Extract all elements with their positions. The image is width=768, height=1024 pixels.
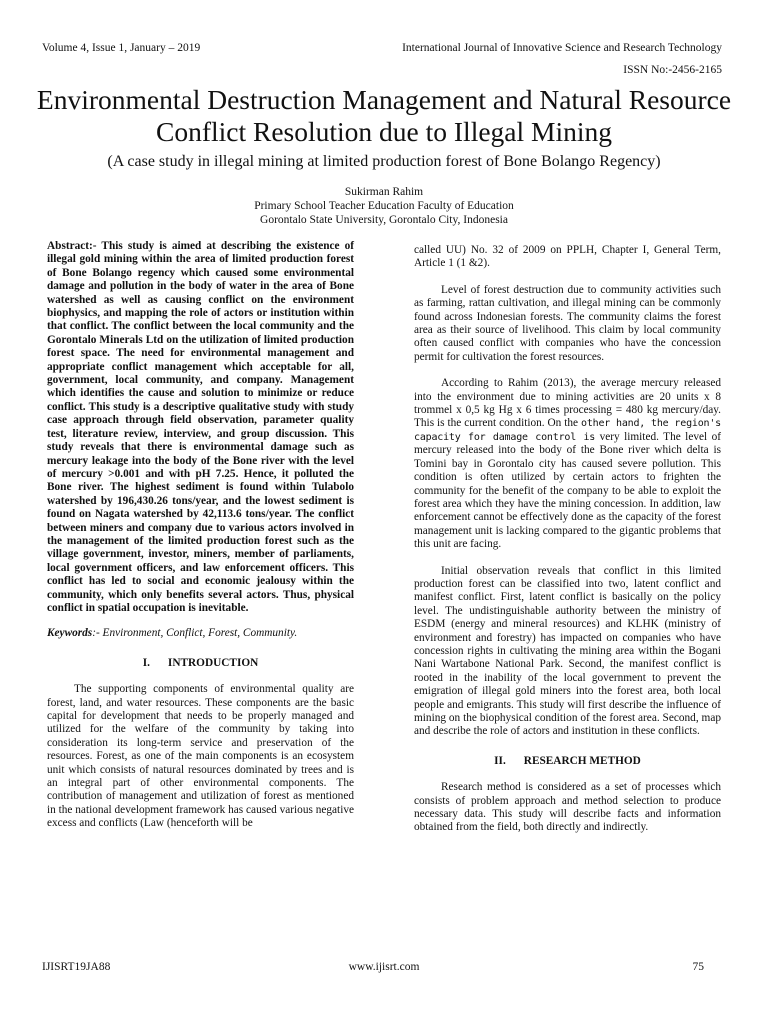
volume-info: Volume 4, Issue 1, January – 2019	[42, 42, 201, 54]
keywords-label: Keywords	[47, 627, 93, 640]
section-heading-research-method	[414, 755, 721, 768]
law-continuation: called UU) No. 32 of 2009 on PPLH, Chapter I, General Term, Article 1 (1 &2).	[414, 244, 721, 270]
keywords	[47, 627, 354, 640]
section-number: I.	[142, 656, 150, 669]
conflict-paragraph: Initial observation reveals that conflict in this limited production forest can be classified into two, latent conflict and manifest conflict. First, latent conflict is basically on the policy level. The undistinguishable authority between the ministry of ESDM (energy and mineral resources) and KLHK (ministry of environment and forestry) has impacted on companies who have concession rights in cultivating the mining area within the Bogani Nani Wartabone National Park. Second, the manifest conflict is rooted in the inability of the local government to prevent the emigration of illegal gold miners into the forest area, both local people and emigrants. This study will first describe the influence of mining on the biophysical condition of the forest area. Second, map and describe the role of actors and institution in these conflicts.	[414, 564, 721, 738]
paper-subtitle: (A case study in illegal mining at limited production forest of Bone Bolango Regency)	[107, 153, 661, 170]
footer-page-number: 75	[692, 961, 704, 973]
author-block	[0, 185, 768, 227]
author-name: Sukirman Rahim	[344, 186, 424, 198]
abstract: Abstract:- This study is aimed at describing the existence of illegal gold mining within the area of limited production forest of Bone Bolango regency which caused some environmental damage and pollution in the body of water in the area of Bone watershed as well as causing conflict on the environment biophysics, and mapping the role of actors or institution within that conflict. The conflict between the local community and the Gorontalo Minerals Ltd on the utilization of limited production forest space. The need for environmental management and appropriate conflict management which acceptable for all, government, local community, and company. Management which identifies the cause and solution to minimize or reduce conflict. This study is a descriptive qualitative study with study case approach through field observation, parameter quality test, literature review, interview, and group discussion. This study reveals that there is environmental damage such as mercury leakage into the body of the Bone river with the level of mercury >0.001 and with pH 7.25. Hence, it polluted the Bone river. The highest sediment is found within Tulabolo watershed by 196,430.26 tons/year, and the lowest sediment is found on Nagata watershed by 42,113.6 tons/year. The conflict between miners and company due to various actors involved in the management of the limited production forest such as the village government, investor, miners, member of parliaments, local government officers, and law enforcement officers. This conflict has led to social and economic jealousy within the community, which only benefits several actors. Thus, physical conflict in spatial occupation is inevitable.	[47, 240, 354, 614]
section-number: II.	[494, 754, 506, 767]
left-column	[47, 240, 354, 831]
mercury-text-mono: other hand, the region's capacity for damage control is	[414, 418, 721, 443]
section-title: INTRODUCTION	[167, 656, 259, 669]
footer-paper-code: IJISRT19JA88	[42, 961, 111, 973]
intro-paragraph: The supporting components of environmental quality are forest, land, and water resources. These components are the basic capital for development that needs to be properly managed and utilized for the welfare of the community by taking into consideration its long-term service and preservation of the resources. Forest, as one of the main components is an ecosystem unit which consists of natural resources dominated by trees and is an integral part of other environmental components. The contribution of management and utilization of forest as mentioned in the national development framework has caused various negative excess and conflicts (Law (henceforth will be	[47, 683, 354, 830]
journal-name: International Journal of Innovative Science and Research Technology	[402, 42, 722, 54]
section-title: RESEARCH METHOD	[523, 754, 641, 767]
right-column	[414, 244, 721, 835]
section-heading-introduction	[47, 657, 354, 670]
forest-destruction-paragraph: Level of forest destruction due to community activities such as farming, rattan cultivation, and illegal mining can be commonly found across Indonesian forests. The community claims the forest area as their source of livelihood. This claim by local community often caused conflict with companies who have the concession permit for cultivation the forest resources.	[414, 283, 721, 363]
mercury-text-end: very limited. The level of mercury released into the body of the Bone river which delta is Tomini bay in Gorontalo city has caused severe pollution. This condition is often utilized by certain actors to frighten the community for the benefit of the company to be able to exploit the forest area which they have the mining concession. In addition, law enforcement cannot be effectively done as the capacity of the forest management unit is lacking compared to the gigantic problems that this unit are facing.	[414, 430, 721, 551]
author-affiliation: Primary School Teacher Education Faculty of Education	[254, 200, 514, 212]
issn-number: ISSN No:-2456-2165	[623, 64, 722, 76]
footer-url[interactable]: www.ijisrt.com	[348, 961, 420, 973]
keywords-text: :- Environment, Conflict, Forest, Community.	[92, 627, 298, 640]
paper-title: Environmental Destruction Management and Natural Resource Conflict Resolution due to Illegal Mining	[36, 84, 732, 147]
author-institution: Gorontalo State University, Gorontalo City, Indonesia	[260, 214, 508, 226]
mercury-text-start: According to Rahim (2013), the average mercury released into the environment due to mining activities are 20 units x 8 trommel x 0,5 kg Hg x 6 times processing = 480 kg mercury/day. This is the current condition. On the	[414, 377, 721, 430]
mercury-paragraph	[414, 377, 721, 551]
method-paragraph: Research method is considered as a set of processes which consists of problem approach and method selection to produce necessary data. This study will describe facts and information obtained from the field, both directly and indirectly.	[414, 781, 721, 834]
